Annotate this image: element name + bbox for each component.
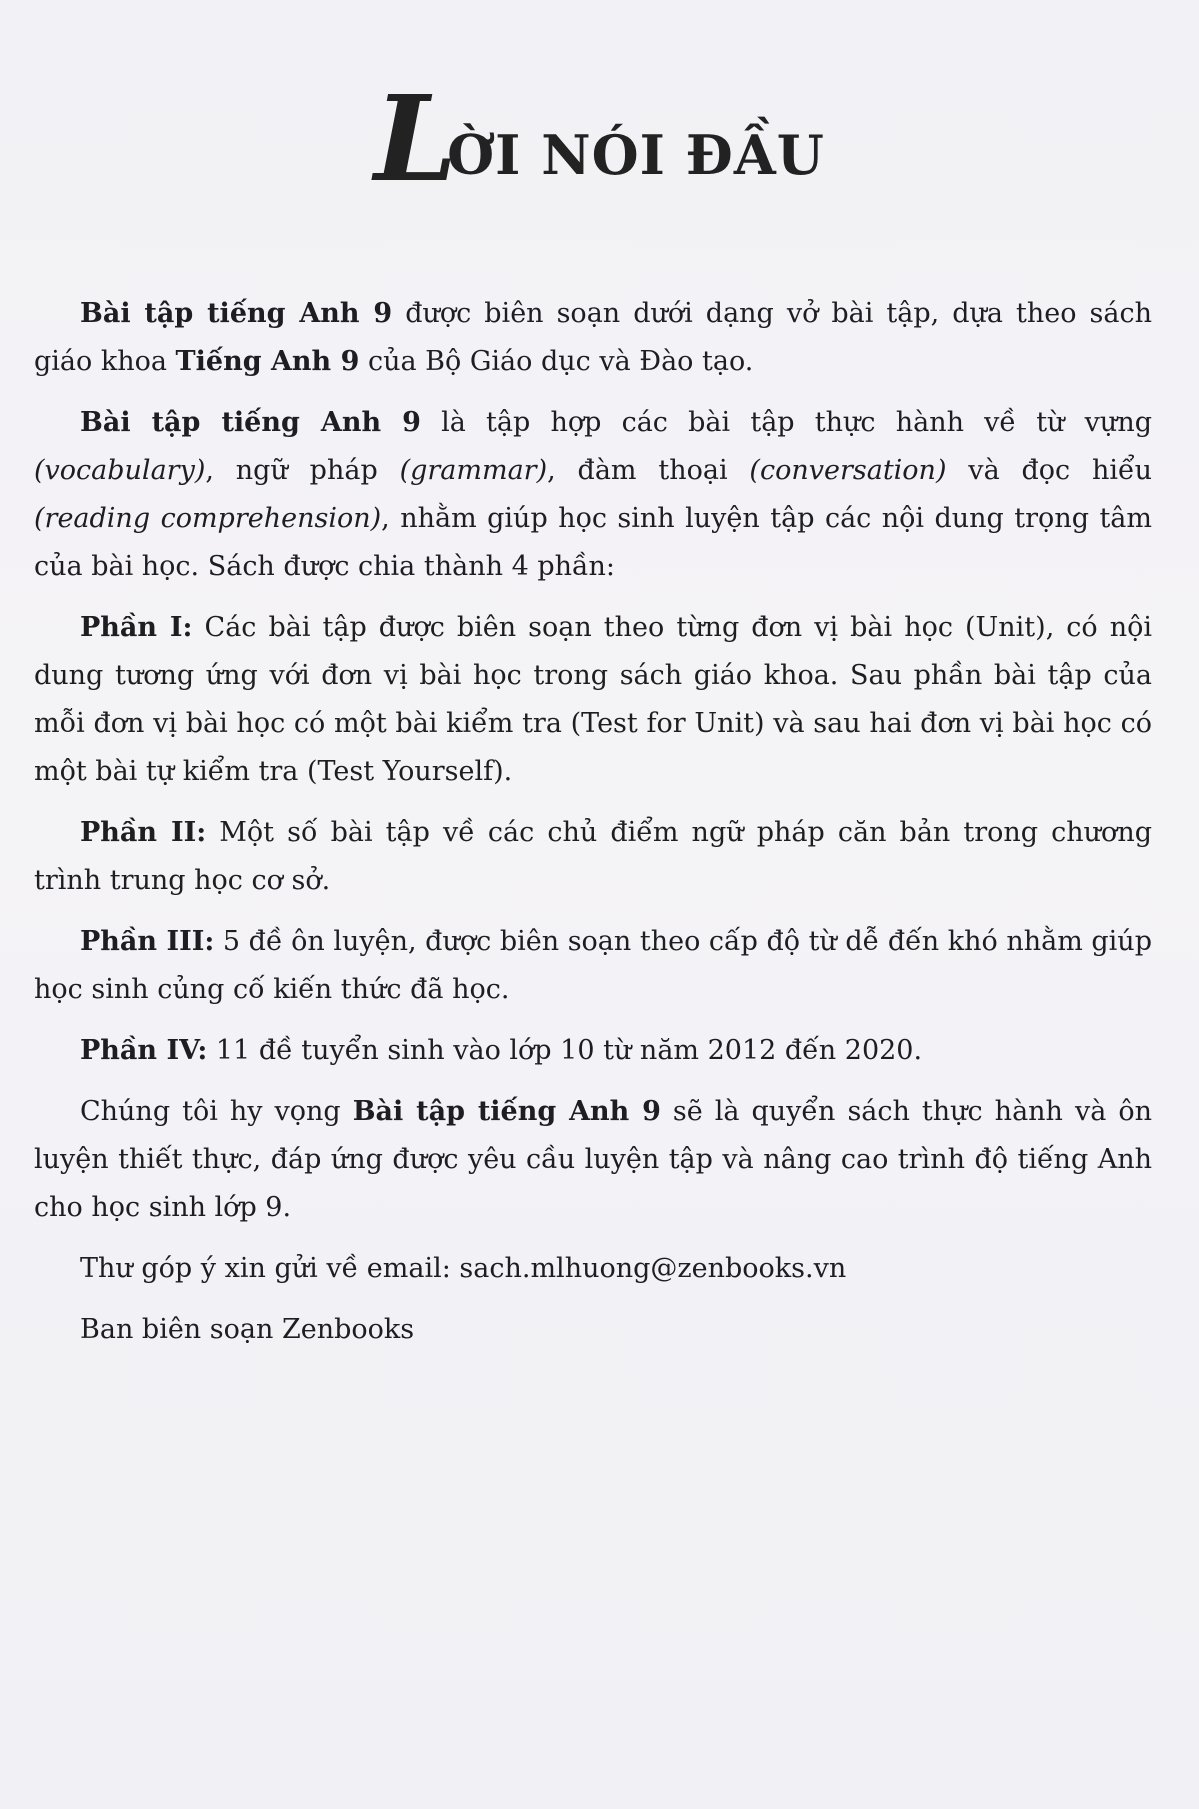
book-title-bold: Bài tập tiếng Anh 9 bbox=[80, 407, 421, 438]
paragraph-contact-email: Thư góp ý xin gửi về email: sach.mlhuong@zenbooks.vn bbox=[80, 1253, 847, 1284]
term-vocabulary: (vocabulary) bbox=[34, 455, 206, 486]
paragraph-text: 11 đề tuyển sinh vào lớp 10 từ năm 2012 đến 2020. bbox=[207, 1035, 923, 1066]
title-initial: L bbox=[374, 69, 454, 208]
paragraph-part-1 bbox=[34, 604, 1152, 796]
paragraph-text: , đàm thoại bbox=[547, 455, 750, 486]
paragraph-intro bbox=[34, 290, 1152, 386]
part-3-label: Phần III: bbox=[80, 926, 215, 957]
paragraph-text: , ngữ pháp bbox=[205, 455, 400, 486]
textbook-title-bold: Tiếng Anh 9 bbox=[175, 346, 360, 377]
paragraph-text: Các bài tập được biên soạn theo từng đơn vị bài học (Unit), có nội dung tương ứng với đơn vị bài học trong sách giáo khoa. Sau phần bài tập của mỗi đơn vị bài học có một bài kiểm tra (Test for Unit) và sau hai đơn vị bài học có một bài tự kiểm tra (Test Yourself). bbox=[34, 612, 1152, 787]
term-grammar: (grammar) bbox=[399, 455, 548, 486]
paragraph-text: , nhằm giúp học sinh luyện tập các nội dung trọng tâm của bài học. Sách được chia thành 4 phần: bbox=[34, 503, 1152, 582]
paragraph-text: sẽ là quyển sách thực hành và ôn luyện thiết thực, đáp ứng được yêu cầu luyện tập và nâng cao trình độ tiếng Anh cho học sinh lớp 9. bbox=[34, 1096, 1152, 1223]
paragraph-text: Một số bài tập về các chủ điểm ngữ pháp căn bản trong chương trình trung học cơ sở. bbox=[34, 817, 1152, 896]
paragraph-text: và đọc hiểu bbox=[946, 455, 1152, 486]
paragraph-text: là tập hợp các bài tập thực hành về từ vựng bbox=[420, 407, 1152, 438]
book-title-bold: Bài tập tiếng Anh 9 bbox=[352, 1096, 661, 1127]
paragraph-text: Chúng tôi hy vọng bbox=[80, 1096, 353, 1127]
paragraph-part-4 bbox=[34, 1027, 1152, 1075]
term-conversation: (conversation) bbox=[749, 455, 947, 486]
paragraph-description bbox=[34, 399, 1152, 591]
part-1-label: Phần I: bbox=[80, 612, 193, 643]
page-title bbox=[0, 69, 1199, 208]
paragraph-text: được biên soạn dưới dạng vở bài tập, dựa theo sách giáo khoa bbox=[34, 298, 1152, 377]
paragraph-part-3 bbox=[34, 918, 1152, 1014]
paragraph-hope bbox=[34, 1088, 1152, 1232]
paragraph-text: của Bộ Giáo dục và Đào tạo. bbox=[359, 346, 754, 377]
part-2-label: Phần II: bbox=[80, 817, 207, 848]
paragraph-part-2 bbox=[34, 809, 1152, 905]
title-rest: ỜI NÓI ĐẦU bbox=[447, 123, 825, 187]
preface-body bbox=[34, 290, 1152, 1370]
paragraph-signoff: Ban biên soạn Zenbooks bbox=[80, 1314, 415, 1345]
term-reading: (reading comprehension) bbox=[34, 503, 382, 534]
part-4-label: Phần IV: bbox=[80, 1035, 208, 1066]
book-title-bold: Bài tập tiếng Anh 9 bbox=[80, 298, 393, 329]
paragraph-text: 5 đề ôn luyện, được biên soạn theo cấp độ từ dễ đến khó nhằm giúp học sinh củng cố kiến thức đã học. bbox=[34, 926, 1152, 1005]
